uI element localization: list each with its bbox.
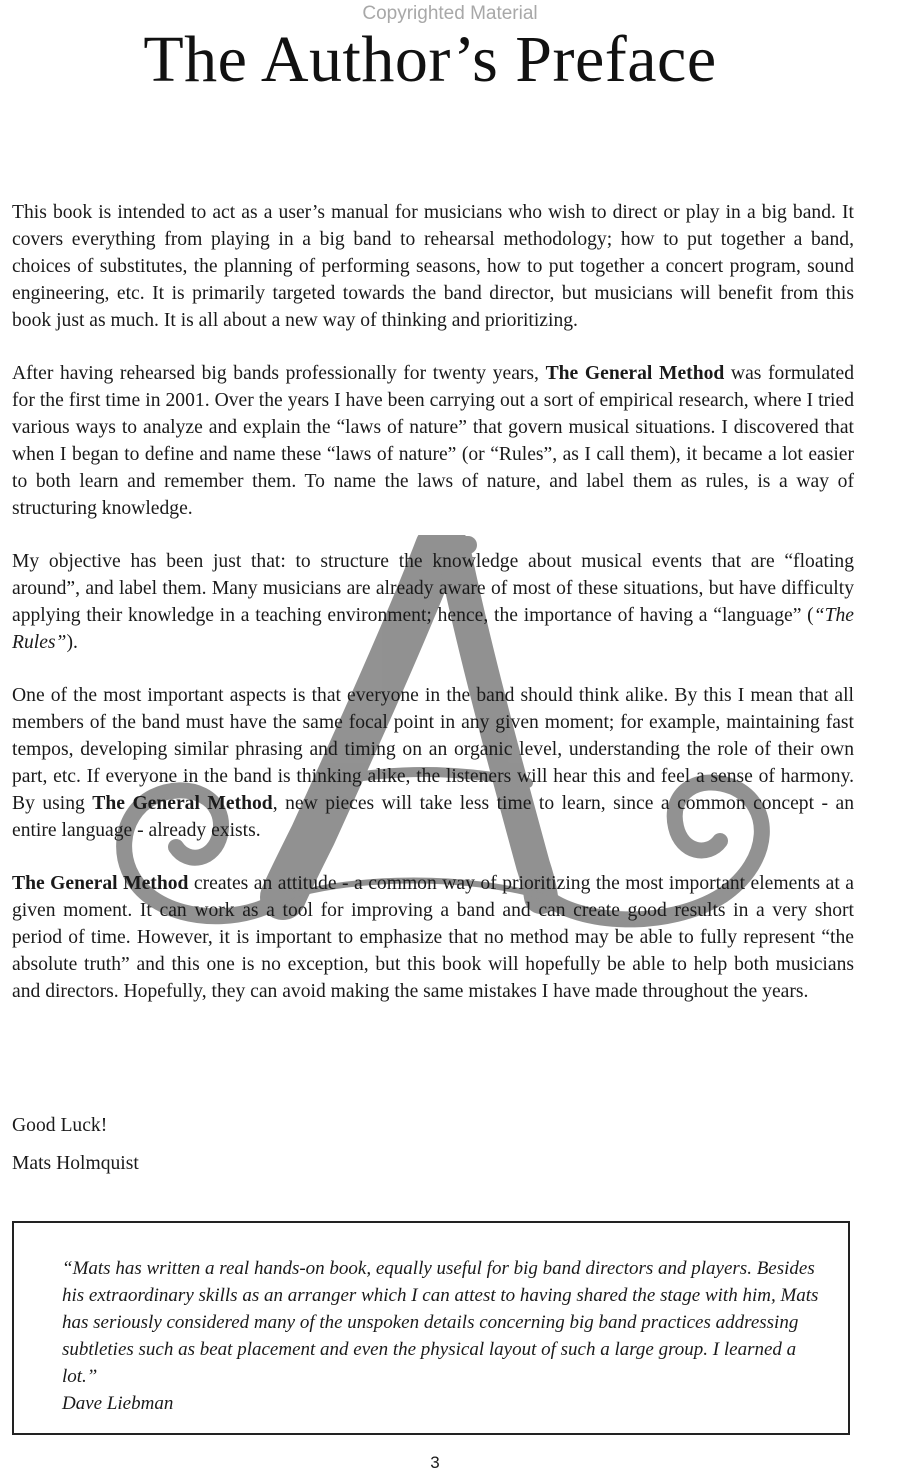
general-method-term: The General Method (12, 873, 189, 894)
paragraph-4-before: One of the most important aspects is that everyone in the band should think alike. By this I mean that all members of the band must have the same focal point in any given moment; for example, maintaining fast tempos, developing similar phrasing and timing on an organic level, understanding the role of their own part, etc. If everyone in the band is thinking alike, the listeners will hear this and feel a sense of harmony. By using (12, 685, 854, 814)
preface-body (12, 199, 854, 1031)
page-number: 3 (430, 1453, 440, 1472)
paragraph-3-before: My objective has been just that: to structure the knowledge about musical events that are “floating around”, and label them. Many musicians are already aware of most of these situations, but have difficulty applying their knowledge in a teaching environment; hence, the importance of having a “language” ( (12, 551, 854, 626)
paragraph-1-text: This book is intended to act as a user’s manual for musicians who wish to direct or play in a big band. It covers everything from playing in a big band to rehearsal methodology; how to put together a band, choices of substitutes, the planning of performing seasons, how to put together a concert program, sound engineering, etc. It is primarily targeted towards the band director, but musicians will benefit from this book just as much. It is all about a new way of thinking and prioritizing. (12, 202, 854, 331)
paragraph-2 (12, 360, 854, 522)
paragraph-5-after: creates an attitude - a common way of prioritizing the most important elements at a given moment. It can work as a tool for improving a band and can create good results in a very short period of time. However, it is important to emphasize that no method may be able to fully represent “the absolute truth” and this one is no exception, but this book will hopefully be able to help both musicians and directors. Hopefully, they can avoid making the same mistakes I have made throughout the years. (12, 873, 854, 1002)
paragraph-5 (12, 870, 854, 1005)
paragraph-2-after: was formulated for the first time in 2001. Over the years I have been carrying out a sort of empirical research, where I tried various ways to analyze and explain the “laws of nature” that govern musical situations. I discovered that when I began to define and name these “laws of nature” (or “Rules”, as I call them), it became a lot easier to both learn and remember them. To name the laws of nature, and label them as rules, is a way of structuring knowledge. (12, 363, 854, 519)
general-method-term: The General Method (92, 793, 273, 814)
copyright-watermark: Copyrighted Material (362, 3, 538, 24)
testimonial-text: “Mats has written a real hands-on book, equally useful for big band directors and players. Besides his extraordinary skills as an arranger which I can attest to having shared the stage with him, Mats has seriously considered many of the unspoken details concerning big band practices addressing subtleties such as beat placement and even the physical layout of such a large group. I learned a lot.” (62, 1258, 819, 1387)
signoff (12, 1112, 139, 1177)
page-title: The Author’s Preface (143, 23, 717, 96)
the-rules-term: “The Rules” (12, 605, 854, 653)
paragraph-3 (12, 548, 854, 656)
paragraph-3-after: ). (66, 632, 78, 653)
testimonial-quote (62, 1255, 822, 1417)
paragraph-2-before: After having rehearsed big bands professionally for twenty years, (12, 363, 546, 384)
paragraph-4-after: , new pieces will take less time to learn, since a common concept - an entire language - already exists. (12, 793, 855, 841)
paragraph-4 (12, 682, 854, 844)
general-method-term: The General Method (545, 363, 725, 384)
paragraph-1 (12, 199, 854, 334)
author-name: Mats Holmquist (12, 1153, 139, 1174)
testimonial-attribution: Dave Liebman (62, 1393, 174, 1414)
testimonial-box (12, 1221, 850, 1435)
signoff-greeting: Good Luck! (12, 1115, 108, 1136)
